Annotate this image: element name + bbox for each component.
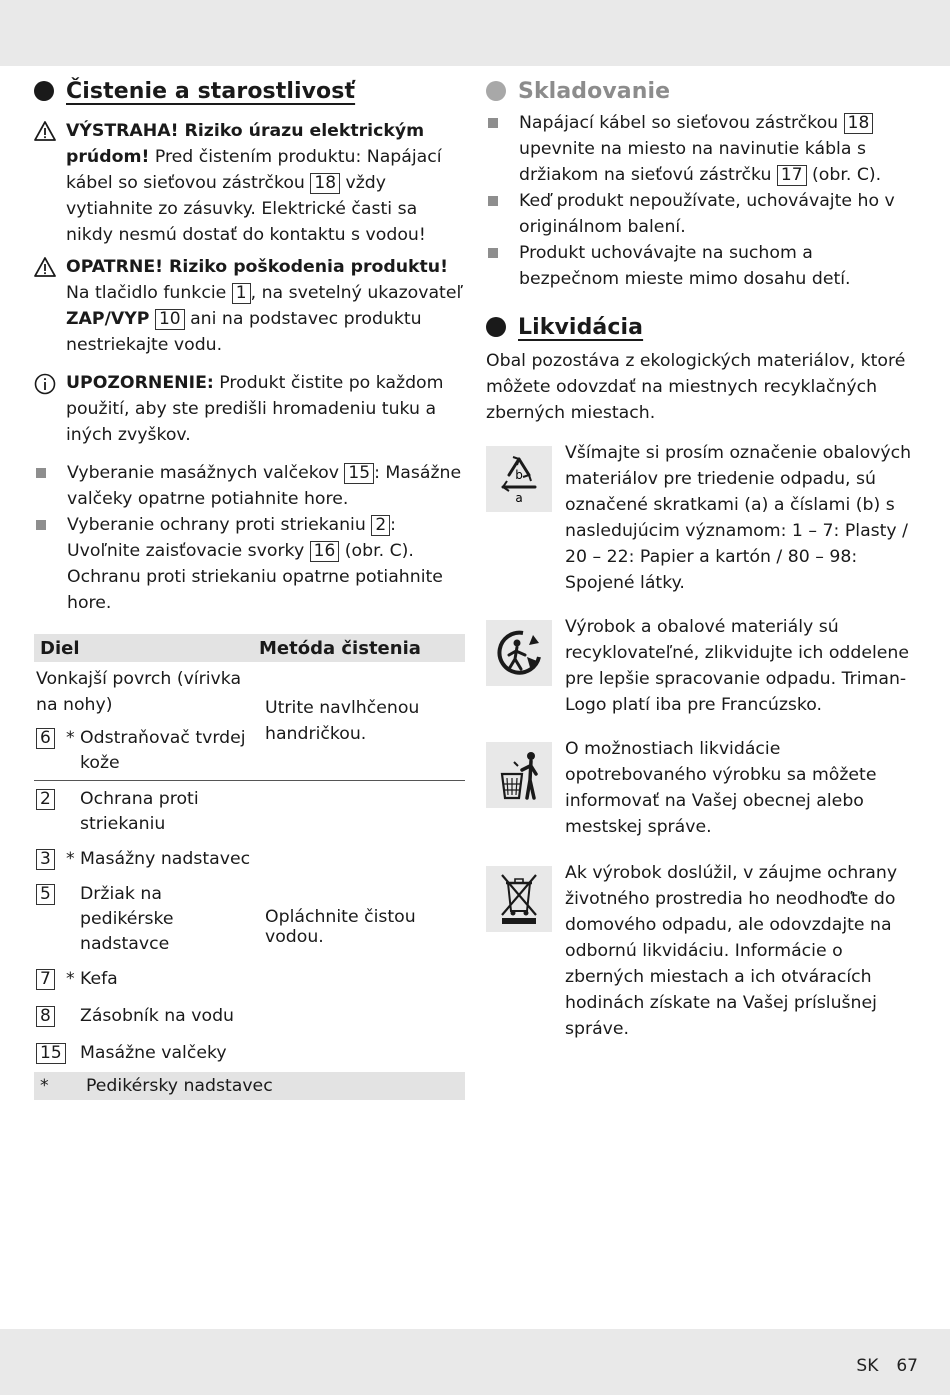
- bullet-dot-icon: [486, 317, 506, 337]
- ref-box: 15: [36, 1043, 66, 1064]
- col-method-header: Metóda čistenia: [253, 634, 465, 662]
- ref-box: 15: [344, 463, 374, 484]
- item-star: *: [66, 849, 75, 869]
- cleaning-steps: [34, 460, 465, 616]
- item-label: Zásobník na vodu: [80, 1006, 234, 1026]
- item-number: [36, 787, 70, 837]
- item-label: Kefa: [80, 969, 118, 989]
- triman-icon: [486, 620, 552, 686]
- ref-box: 18: [844, 113, 874, 134]
- warning-text-1: Pred čistením produktu: Napájací kábel so sieťovou zástrčkou: [66, 147, 442, 193]
- ref-box: 10: [155, 309, 185, 330]
- caution-title: OPATRNE! Riziko poškodenia produktu!: [66, 257, 448, 277]
- warning-text: [66, 118, 465, 248]
- item-label: Masážny nadstavec: [80, 849, 251, 869]
- recycle-label-b: b: [515, 468, 523, 482]
- disposal-item: [486, 440, 916, 596]
- disposal-text-4: Ak výrobok doslúžil, v záujme ochrany životného prostredia ho neodhoďte do domového odpadu, ale odovzdajte na odbornú likvidáciu. Informácie o zberných miestach a ich otváracích hodinách získate na Vašej príslušnej správe.: [565, 863, 898, 1039]
- square-bullet-icon: [488, 248, 498, 258]
- square-bullet-icon: [488, 196, 498, 206]
- disposal-title: Likvidácia: [518, 314, 644, 340]
- list-item: [34, 460, 465, 512]
- disposal-text-3: O možnostiach likvidácie opotrebovaného výrobku sa môžete informovať na Vašej obecnej alebo mestskej správe.: [565, 739, 877, 837]
- bullet-dot-icon: [486, 81, 506, 101]
- footer-language: SK: [856, 1356, 879, 1376]
- table-row: [34, 781, 465, 1073]
- storage-title: Skladovanie: [518, 78, 671, 104]
- caution-text-2: , na svetelný ukazovateľ: [250, 283, 463, 303]
- method-cell: Opláchnite čistou vodou.: [265, 906, 416, 947]
- footnote: [40, 1074, 465, 1099]
- caution-text-1: Na tlačidlo funkcie: [66, 283, 232, 303]
- list-item-text: Keď produkt nepoužívate, uchovávajte ho v originálnom balení.: [519, 191, 895, 237]
- caution-bold: ZAP/VYP: [66, 309, 150, 329]
- storage-b1-text-2: upevnite na miesto na navinutie kábla s držiakom na sieťovú zástrčku: [519, 139, 866, 185]
- warning-title: VÝSTRAHA! Riziko úrazu elektrickým prúdom!: [66, 121, 425, 167]
- crossed-bin-icon: [486, 866, 552, 932]
- item-number: [36, 882, 70, 957]
- square-bullet-icon: [36, 520, 46, 530]
- bullet2-text-3: (obr. C). Ochranu proti striekaniu opatrne potiahnite hore.: [67, 541, 443, 613]
- item-star: *: [66, 728, 75, 748]
- ref-box: 17: [777, 165, 807, 186]
- ref-box: 6: [36, 728, 55, 749]
- disposal-intro: Obal pozostáva z ekologických materiálov, ktoré môžete odovzdať na miestnych recyklačných zberných miestach.: [486, 351, 906, 423]
- bullet1-text-2: : Masážne valčeky opatrne potiahnite hore.: [67, 463, 462, 509]
- ref-box: 2: [36, 789, 55, 810]
- litter-bin-icon: [486, 742, 552, 808]
- table-item: [36, 967, 253, 992]
- disposal-text-1: Všímajte si prosím označenie obalových materiálov pre triedenie odpadu, sú označené skratkami (a) a číslami (b) s nasledujúcim významom: 1 – 7: Plasty / 20 – 22: Papier a kartón / 80 – 98: Spojené látky.: [565, 443, 912, 593]
- disposal-item: [486, 614, 916, 718]
- table-footnote-row: [34, 1072, 465, 1100]
- list-item-text: [519, 110, 916, 188]
- list-item-text: Produkt uchovávajte na suchom a bezpečnom mieste mimo dosahu detí.: [519, 243, 851, 289]
- ref-box: 18: [310, 173, 340, 194]
- table-row: [34, 662, 465, 781]
- table-cell: [34, 662, 253, 781]
- item-number: [36, 726, 70, 776]
- disposal-heading: [486, 310, 916, 344]
- caution-text-3: ani na podstavec produktu nestriekajte vodu.: [66, 309, 422, 355]
- left-column: [34, 74, 465, 1100]
- page-number: 67: [896, 1356, 918, 1376]
- item-number: [36, 847, 70, 872]
- list-item: [486, 188, 916, 240]
- ref-box: 2: [371, 515, 390, 536]
- footer-band: [0, 1329, 950, 1395]
- cleaning-heading: [34, 74, 465, 108]
- warning-triangle-icon: [34, 257, 56, 358]
- storage-heading: [486, 74, 916, 108]
- col-part-header: Diel: [34, 634, 253, 662]
- info-circle-icon: [34, 373, 56, 448]
- disposal-item: [486, 736, 916, 840]
- warning-text-2: vždy vytiahnite zo zásuvky. Elektrické časti sa nikdy nesmú dostať do kontaktu s vodou!: [66, 173, 426, 245]
- disposal-text-2: Výrobok a obalové materiály sú recyklovateľné, zlikvidujte ich oddelene pre lepšie spracovanie odpadu. Triman-Logo platí iba pre Francúzsko.: [565, 617, 909, 715]
- table-item: [36, 882, 253, 957]
- cleaning-title: Čistenie a starostlivosť: [66, 78, 356, 104]
- square-bullet-icon: [36, 468, 46, 478]
- storage-list: [486, 110, 916, 292]
- storage-b1-text-3: (obr. C).: [806, 165, 882, 185]
- ref-box: 3: [36, 849, 55, 870]
- table-cell: [34, 1072, 465, 1100]
- recycling-icon: [486, 446, 552, 512]
- notice-note: [34, 370, 465, 448]
- item-number: [36, 967, 70, 992]
- item-star: [66, 882, 80, 957]
- item-star: [66, 787, 80, 837]
- table-item: [36, 1041, 253, 1066]
- caution-text: [66, 254, 465, 358]
- page-footer: [838, 1356, 918, 1376]
- cleaning-table: [34, 634, 465, 1100]
- footnote-star: *: [40, 1075, 49, 1096]
- list-item: [34, 512, 465, 616]
- ref-box: 5: [36, 884, 55, 905]
- item-label: Masážne valčeky: [80, 1043, 227, 1063]
- bullet2-text-1: Vyberanie ochrany proti striekaniu: [67, 515, 372, 535]
- list-item-text: [67, 512, 465, 616]
- header-band: [0, 0, 950, 66]
- bullet-dot-icon: [34, 81, 54, 101]
- bullet1-text-1: Vyberanie masážnych valčekov: [67, 463, 345, 483]
- warning-triangle-icon: [34, 121, 56, 248]
- item-star: [66, 1004, 80, 1029]
- storage-b1-text-1: Napájací kábel so sieťovou zástrčkou: [519, 113, 844, 133]
- table-item: [36, 847, 253, 872]
- footnote-text: Pedikérsky nadstavec: [86, 1075, 273, 1096]
- ref-box: 7: [36, 969, 55, 990]
- square-bullet-icon: [488, 118, 498, 128]
- item-star: [66, 1041, 80, 1066]
- right-column: [486, 74, 916, 1042]
- item-number: [36, 1041, 70, 1066]
- ref-box: 16: [310, 541, 340, 562]
- item-number: [36, 1004, 70, 1029]
- list-item: [486, 110, 916, 188]
- table-header-row: [34, 634, 465, 662]
- ref-box: 8: [36, 1006, 55, 1027]
- list-item-text: [67, 460, 465, 512]
- item-label: Držiak na pedikérske nadstavce: [80, 884, 174, 954]
- table-item: [36, 726, 253, 776]
- table-item: [36, 1004, 253, 1029]
- notice-text: [66, 370, 465, 448]
- disposal-item: [486, 860, 916, 1042]
- table-cell: [34, 781, 253, 1073]
- item-label: Ochrana proti striekaniu: [80, 789, 199, 834]
- item-star: *: [66, 969, 75, 989]
- list-item: [486, 240, 916, 292]
- surface-label: Vonkajší povrch (vírivka na nohy): [36, 669, 242, 715]
- warning-note: [34, 118, 465, 248]
- ref-box: 1: [232, 283, 251, 304]
- table-item: [36, 787, 253, 837]
- bullet2-text-2: : Uvoľnite zaisťovacie svorky: [67, 515, 396, 561]
- notice-body: Produkt čistite po každom použití, aby ste predišli hromadeniu tuku a iných zvyškov.: [66, 373, 444, 445]
- method-cell: Utrite navlhčenou handričkou.: [265, 698, 420, 744]
- recycle-label-a: a: [515, 491, 523, 505]
- notice-title: UPOZORNENIE:: [66, 373, 214, 393]
- caution-note: [34, 254, 465, 358]
- item-label: Odstraňovač tvrdej kože: [80, 728, 246, 773]
